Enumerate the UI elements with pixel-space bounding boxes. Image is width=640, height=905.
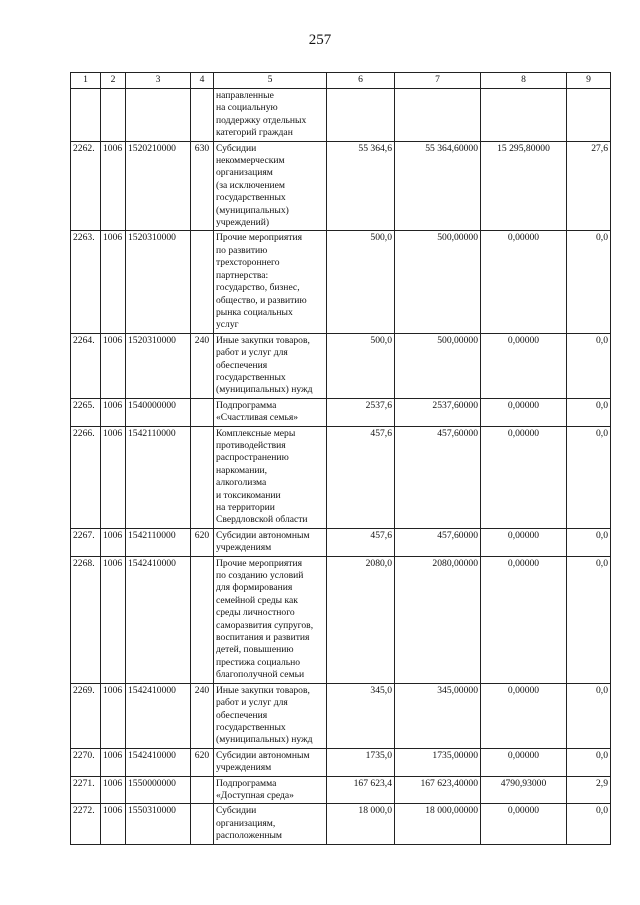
target-code: 1542410000 (126, 683, 191, 748)
percent-value: 0,0 (567, 556, 611, 683)
target-code: 1542410000 (126, 748, 191, 776)
description-line: некоммерческим (216, 155, 285, 167)
percent-value: 0,0 (567, 398, 611, 426)
amount-precise-value: 345,00000 (395, 683, 481, 748)
column-header: 5 (214, 73, 327, 89)
expense-type-code: 630 (191, 141, 214, 231)
target-code: 1540000000 (126, 398, 191, 426)
executed-value: 15 295,80000 (481, 141, 567, 231)
description-line: воспитания и развития (216, 632, 310, 644)
target-code: 1550310000 (126, 804, 191, 844)
percent-value: 0,0 (567, 333, 611, 398)
description-line: рынка социальных (216, 306, 293, 318)
column-header: 6 (327, 73, 395, 89)
row-number: 2267. (71, 528, 101, 556)
header-row (71, 73, 611, 89)
target-code: 1520310000 (126, 333, 191, 398)
percent-value: 0,0 (567, 528, 611, 556)
amount-value: 500,0 (327, 231, 395, 333)
amount-value: 457,6 (327, 426, 395, 528)
amount-precise-value: 167 623,40000 (395, 776, 481, 804)
row-number: 2268. (71, 556, 101, 683)
amount-precise-value: 500,00000 (395, 333, 481, 398)
description (214, 776, 327, 804)
description-line: Субсидии (216, 805, 257, 817)
description-line: по созданию условий (216, 570, 304, 582)
description (214, 556, 327, 683)
expense-type-code: 620 (191, 748, 214, 776)
description-line: государственных (216, 192, 286, 204)
description-line: Субсидии (216, 142, 257, 154)
executed-value: 0,00000 (481, 231, 567, 333)
section-code: 1006 (101, 333, 126, 398)
description-line: Свердловской области (216, 514, 308, 526)
description-line: расположенным (216, 830, 283, 842)
target-code: 1520310000 (126, 231, 191, 333)
amount-value: 345,0 (327, 683, 395, 748)
amount-value: 55 364,6 (327, 141, 395, 231)
column-header: 8 (481, 73, 567, 89)
section-code: 1006 (101, 556, 126, 683)
description-line: детей, повышению (216, 644, 294, 656)
description (214, 804, 327, 844)
table-row (71, 398, 611, 426)
percent-value: 0,0 (567, 231, 611, 333)
description-line: партнерства: (216, 269, 269, 281)
row-number (71, 89, 101, 142)
description-line: «Счастливая семья» (216, 412, 299, 424)
description (214, 231, 327, 333)
description-line: Прочие мероприятия (216, 557, 303, 569)
section-code (101, 89, 126, 142)
row-number: 2272. (71, 804, 101, 844)
executed-value: 0,00000 (481, 398, 567, 426)
percent-value: 0,0 (567, 426, 611, 528)
description-line: Комплексные меры (216, 427, 296, 439)
description-line: противодействия (216, 439, 286, 451)
row-number: 2264. (71, 333, 101, 398)
description-line: услуг (216, 319, 239, 331)
percent-value: 2,9 (567, 776, 611, 804)
row-number: 2269. (71, 683, 101, 748)
section-code: 1006 (101, 776, 126, 804)
table-row (71, 804, 611, 844)
description-line: категорий граждан (216, 127, 293, 139)
amount-value: 500,0 (327, 333, 395, 398)
description-line: Подпрограмма (216, 777, 277, 789)
description-line: распространению (216, 452, 289, 464)
description-line: государственных (216, 721, 286, 733)
description-line: учреждений) (216, 217, 270, 229)
description-line: работ и услуг для (216, 697, 288, 709)
column-header: 1 (71, 73, 101, 89)
amount-value (327, 89, 395, 142)
amount-precise-value: 2080,00000 (395, 556, 481, 683)
description-line: учреждениям (216, 762, 272, 774)
description-line: направленные (216, 90, 274, 101)
description-line: Субсидии автономным (216, 749, 310, 761)
description-line: обеспечения (216, 359, 268, 371)
description-line: благополучной семьи (216, 669, 305, 681)
amount-value: 2537,6 (327, 398, 395, 426)
description (214, 398, 327, 426)
expense-type-code (191, 89, 214, 142)
description-line: Иные закупки товаров, (216, 684, 310, 696)
description-line: (муниципальных) нужд (216, 734, 313, 746)
amount-value: 167 623,4 (327, 776, 395, 804)
target-code: 1542110000 (126, 426, 191, 528)
description-line: для формирования (216, 582, 293, 594)
description (214, 333, 327, 398)
executed-value: 0,00000 (481, 556, 567, 683)
description-line: (за исключением (216, 179, 285, 191)
description (214, 426, 327, 528)
expense-type-code (191, 426, 214, 528)
description-line: государственных (216, 371, 286, 383)
description-line: на социальную (216, 102, 278, 114)
description-line: Субсидии автономным (216, 529, 310, 541)
section-code: 1006 (101, 748, 126, 776)
section-code: 1006 (101, 426, 126, 528)
description-line: (муниципальных) нужд (216, 384, 313, 396)
executed-value: 0,00000 (481, 528, 567, 556)
description-line: учреждениям (216, 542, 272, 554)
amount-precise-value: 18 000,00000 (395, 804, 481, 844)
row-number: 2262. (71, 141, 101, 231)
amount-precise-value: 55 364,60000 (395, 141, 481, 231)
amount-precise-value: 500,00000 (395, 231, 481, 333)
row-number: 2271. (71, 776, 101, 804)
section-code: 1006 (101, 528, 126, 556)
expense-type-code (191, 231, 214, 333)
table-row (71, 231, 611, 333)
executed-value: 4790,93000 (481, 776, 567, 804)
description-line: общество, и развитию (216, 294, 307, 306)
expense-type-code (191, 556, 214, 683)
description-line: «Доступная среда» (216, 789, 294, 801)
description-line: обеспечения (216, 709, 268, 721)
table-row (71, 776, 611, 804)
expense-type-code: 240 (191, 333, 214, 398)
expense-type-code (191, 398, 214, 426)
target-code: 1542110000 (126, 528, 191, 556)
column-header: 9 (567, 73, 611, 89)
amount-value: 2080,0 (327, 556, 395, 683)
page-number: 257 (308, 32, 332, 48)
executed-value (481, 89, 567, 142)
column-header: 4 (191, 73, 214, 89)
row-number: 2263. (71, 231, 101, 333)
description-line: и токсикомании (216, 489, 281, 501)
description-line: поддержку отдельных (216, 114, 307, 126)
executed-value: 0,00000 (481, 333, 567, 398)
table-row (71, 748, 611, 776)
table-row (71, 556, 611, 683)
target-code (126, 89, 191, 142)
table-row (71, 141, 611, 231)
amount-precise-value: 2537,60000 (395, 398, 481, 426)
column-header: 3 (126, 73, 191, 89)
amount-value: 18 000,0 (327, 804, 395, 844)
target-code: 1550000000 (126, 776, 191, 804)
amount-value: 457,6 (327, 528, 395, 556)
row-number: 2270. (71, 748, 101, 776)
description-line: алкоголизма (216, 477, 267, 489)
expense-type-code: 240 (191, 683, 214, 748)
expense-type-code: 620 (191, 528, 214, 556)
section-code: 1006 (101, 141, 126, 231)
percent-value: 0,0 (567, 748, 611, 776)
executed-value: 0,00000 (481, 426, 567, 528)
amount-precise-value: 1735,00000 (395, 748, 481, 776)
description (214, 141, 327, 231)
section-code: 1006 (101, 398, 126, 426)
section-code: 1006 (101, 231, 126, 333)
description-line: организациям (216, 167, 273, 179)
column-header: 2 (101, 73, 126, 89)
description-line: на территории (216, 502, 275, 513)
amount-precise-value: 457,60000 (395, 426, 481, 528)
description-line: трехстороннего (216, 257, 280, 269)
percent-value (567, 89, 611, 142)
executed-value: 0,00000 (481, 804, 567, 844)
expense-type-code (191, 804, 214, 844)
description-line: престижа социально (216, 656, 301, 668)
description-line: Подпрограмма (216, 399, 277, 411)
section-code: 1006 (101, 683, 126, 748)
percent-value: 0,0 (567, 804, 611, 844)
description-line: семейной среды как (216, 594, 298, 606)
budget-table (70, 72, 611, 845)
row-number: 2266. (71, 426, 101, 528)
amount-precise-value: 457,60000 (395, 528, 481, 556)
description (214, 89, 327, 142)
description-line: Иные закупки товаров, (216, 334, 310, 346)
percent-value: 27,6 (567, 141, 611, 231)
description-line: по развитию (216, 244, 268, 256)
amount-value: 1735,0 (327, 748, 395, 776)
target-code: 1520210000 (126, 141, 191, 231)
table-body (71, 89, 611, 845)
row-number: 2265. (71, 398, 101, 426)
expense-type-code (191, 776, 214, 804)
amount-precise-value (395, 89, 481, 142)
table-row (71, 333, 611, 398)
description-line: среды личностного (216, 607, 295, 619)
description-line: работ и услуг для (216, 347, 288, 359)
description-line: наркомании, (216, 464, 268, 476)
table-row (71, 426, 611, 528)
column-header: 7 (395, 73, 481, 89)
executed-value: 0,00000 (481, 683, 567, 748)
description-line: (муниципальных) (216, 204, 289, 216)
description-line: Прочие мероприятия (216, 232, 303, 244)
executed-value: 0,00000 (481, 748, 567, 776)
description-line: организациям, (216, 817, 276, 829)
table-row (71, 89, 611, 142)
table-row (71, 683, 611, 748)
percent-value: 0,0 (567, 683, 611, 748)
description (214, 748, 327, 776)
description-line: саморазвития супругов, (216, 619, 314, 631)
section-code: 1006 (101, 804, 126, 844)
table-row (71, 528, 611, 556)
description-line: государство, бизнес, (216, 282, 300, 294)
description (214, 528, 327, 556)
target-code: 1542410000 (126, 556, 191, 683)
description (214, 683, 327, 748)
